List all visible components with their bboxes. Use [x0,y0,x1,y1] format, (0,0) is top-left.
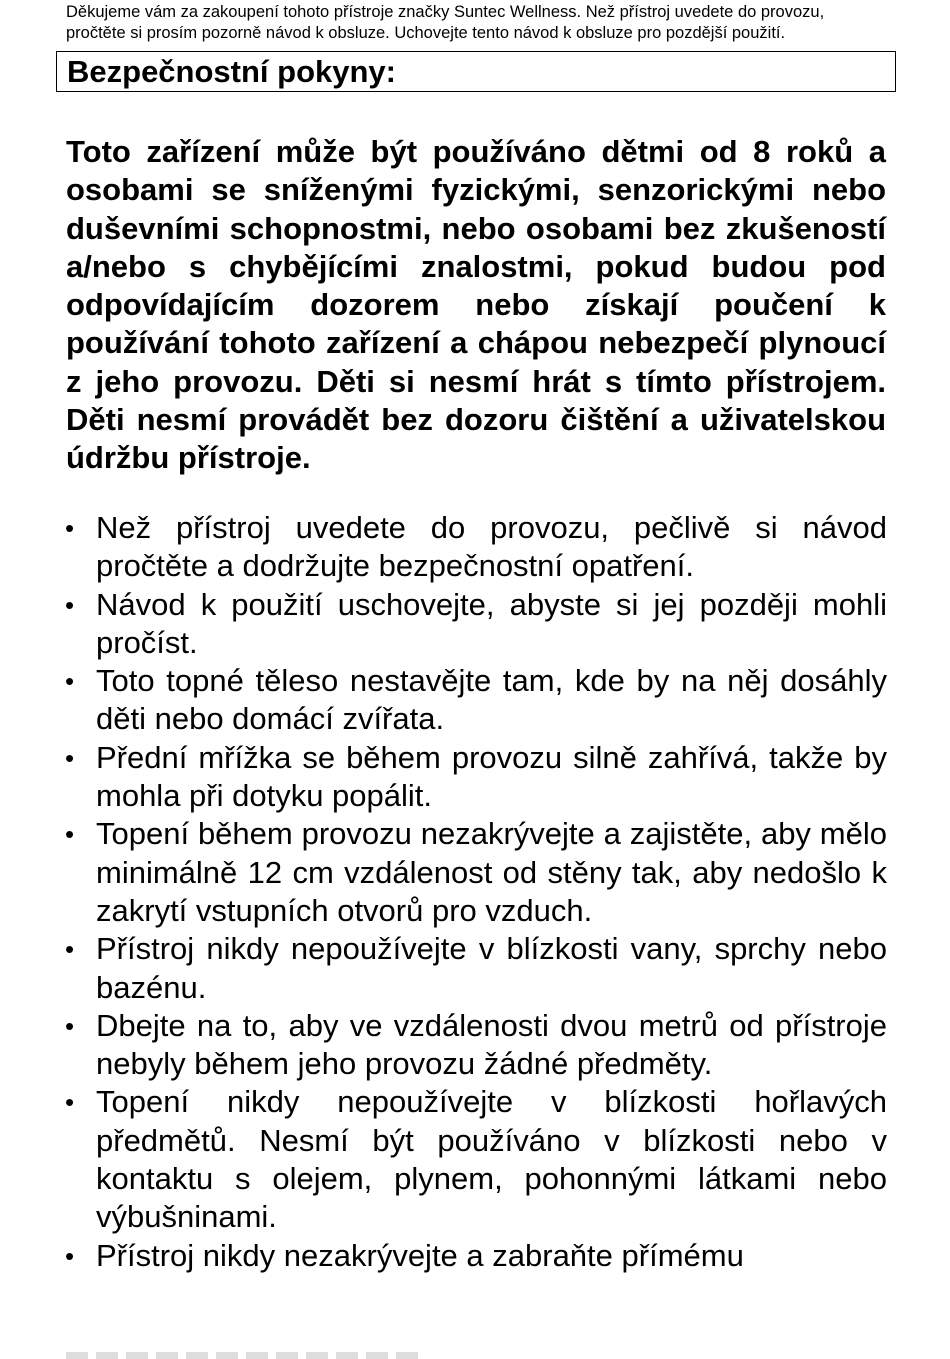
list-item [65,586,887,663]
safety-list [0,509,950,1275]
safety-heading: Bezpečnostní pokyny: [67,54,396,89]
list-item-text: Topení během provozu nezakrývejte a zajistěte, aby mělo minimálně 12 cm vzdálenost od stěny tak, aby nedošlo k zakrytí vstupních otvorů pro vzduch. [96,816,887,928]
bullet-icon: • [65,1010,75,1041]
cropped-next-line [66,1352,426,1359]
list-item [65,930,887,1007]
list-item [65,1007,887,1084]
list-item-text: Přední mřížka se během provozu silně zahřívá, takže by mohla při dotyku popálit. [96,739,887,814]
list-item [65,662,887,739]
list-item-text: Než přístroj uvedete do provozu, pečlivě si návod pročtěte a dodržujte bezpečnostní opatření. [96,510,887,584]
bullet-icon: • [65,589,75,620]
list-item-text: Topení nikdy nepoužívejte v blízkosti hořlavých předmětů. Nesmí být používáno v blízkosti nebo v kontaktu s olejem, plynem, pohonnými látkami nebo výbušninami. [96,1084,887,1235]
bullet-icon: • [65,819,75,850]
heading-box [56,51,896,92]
bullet-icon: • [65,1240,75,1271]
bullet-icon: • [65,666,75,697]
bullet-icon: • [65,513,75,543]
list-item-text: Přístroj nikdy nezakrývejte a zabraňte přímému [96,1237,744,1273]
intro-text: Děkujeme vám za zakoupení tohoto přístroje značky Suntec Wellness. Než přístroj uvedete do provozu, pročtěte si prosím pozorně návod k obsluze. Uchovejte tento návod k obsluze pro pozdější použití. [66,3,825,42]
list-item-text: Toto topné těleso nestavějte tam, kde by na něj dosáhly děti nebo domácí zvířata. [96,663,887,737]
bullet-icon: • [65,1087,75,1118]
warning-paragraph: Toto zařízení může být používáno dětmi od 8 roků a osobami se sníženými fyzickými, senzorickými nebo duševními schopnostmi, nebo osobami bez zkušeností a/nebo s chybějícími znalostmi, pokud budou pod odpovídajícím dozorem nebo získají poučení k používání tohoto zařízení a chápou nebezpečí plynoucí z jeho provozu. Děti si nesmí hrát s tímto přístrojem. Děti nesmí provádět bez dozoru čištění a uživatelskou údržbu přístroje. [66,134,886,476]
list-item-text: Návod k použití uschovejte, abyste si jej později mohli pročíst. [96,586,887,660]
list-item-text: Přístroj nikdy nepoužívejte v blízkosti vany, sprchy nebo bazénu. [96,931,887,1005]
list-item [65,1237,887,1275]
list-item [65,1083,887,1236]
list-item [65,739,887,816]
list-item [65,815,887,930]
list-item [65,509,887,586]
bullet-icon: • [65,742,75,773]
list-item-text: Dbejte na to, aby ve vzdálenosti dvou metrů od přístroje nebyly během jeho provozu žádné předměty. [96,1007,887,1082]
cropped-text-fragment [66,1352,426,1359]
bullet-icon: • [65,934,75,965]
